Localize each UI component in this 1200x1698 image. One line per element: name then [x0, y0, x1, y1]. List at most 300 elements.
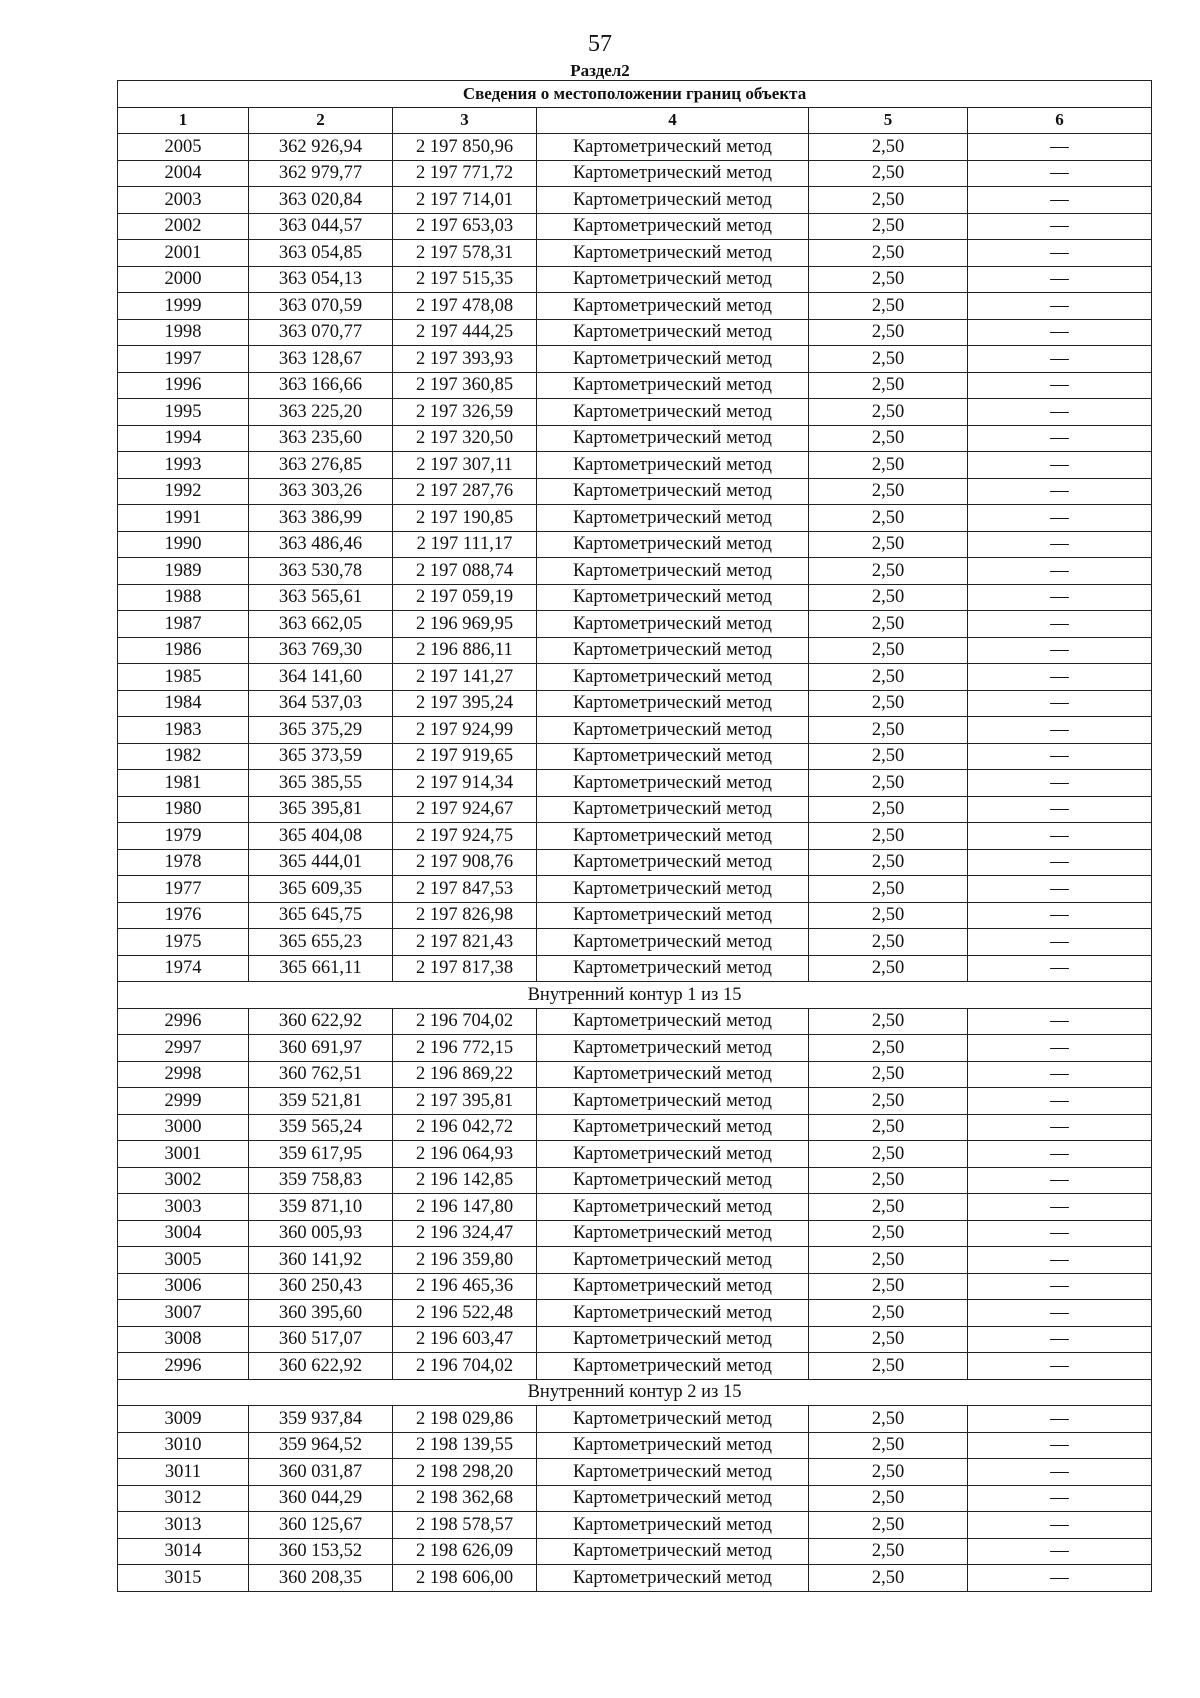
y-coordinate-cell: 2 197 821,43 — [393, 929, 537, 956]
accuracy-cell: 2,50 — [809, 1167, 968, 1194]
y-coordinate-cell: 2 197 826,98 — [393, 902, 537, 929]
note-cell: — — [968, 266, 1152, 293]
y-coordinate-cell: 2 198 029,86 — [393, 1406, 537, 1433]
x-coordinate-cell: 359 565,24 — [249, 1114, 393, 1141]
accuracy-cell: 2,50 — [809, 478, 968, 505]
x-coordinate-cell: 360 141,92 — [249, 1247, 393, 1274]
accuracy-cell: 2,50 — [809, 902, 968, 929]
table-row — [118, 346, 1152, 373]
table-row — [118, 1194, 1152, 1221]
accuracy-cell: 2,50 — [809, 1194, 968, 1221]
accuracy-cell: 2,50 — [809, 1273, 968, 1300]
method-cell: Картометрический метод — [537, 213, 809, 240]
x-coordinate-cell: 363 225,20 — [249, 399, 393, 426]
table-row — [118, 1008, 1152, 1035]
accuracy-cell: 2,50 — [809, 1061, 968, 1088]
method-cell: Картометрический метод — [537, 1485, 809, 1512]
note-cell: — — [968, 823, 1152, 850]
accuracy-cell: 2,50 — [809, 1220, 968, 1247]
y-coordinate-cell: 2 197 924,99 — [393, 717, 537, 744]
accuracy-cell: 2,50 — [809, 187, 968, 214]
method-cell: Картометрический метод — [537, 1326, 809, 1353]
y-coordinate-cell: 2 196 465,36 — [393, 1273, 537, 1300]
y-coordinate-cell: 2 197 141,27 — [393, 664, 537, 691]
accuracy-cell: 2,50 — [809, 1035, 968, 1062]
note-cell: — — [968, 584, 1152, 611]
accuracy-cell: 2,50 — [809, 955, 968, 982]
point-number-cell: 1983 — [118, 717, 249, 744]
table-row — [118, 955, 1152, 982]
x-coordinate-cell: 363 020,84 — [249, 187, 393, 214]
accuracy-cell: 2,50 — [809, 611, 968, 638]
point-number-cell: 2999 — [118, 1088, 249, 1115]
table-row — [118, 1035, 1152, 1062]
point-number-cell: 1989 — [118, 558, 249, 585]
point-number-cell: 3014 — [118, 1538, 249, 1565]
y-coordinate-cell: 2 198 578,57 — [393, 1512, 537, 1539]
x-coordinate-cell: 359 871,10 — [249, 1194, 393, 1221]
y-coordinate-cell: 2 196 142,85 — [393, 1167, 537, 1194]
table-row — [118, 187, 1152, 214]
note-cell: — — [968, 425, 1152, 452]
y-coordinate-cell: 2 197 908,76 — [393, 849, 537, 876]
boundary-table — [117, 80, 1152, 1592]
point-number-cell: 3000 — [118, 1114, 249, 1141]
table-row — [118, 240, 1152, 267]
table-row — [118, 929, 1152, 956]
note-cell: — — [968, 902, 1152, 929]
table-row — [118, 213, 1152, 240]
point-number-cell: 1995 — [118, 399, 249, 426]
x-coordinate-cell: 363 662,05 — [249, 611, 393, 638]
point-number-cell: 1981 — [118, 770, 249, 797]
note-cell: — — [968, 1220, 1152, 1247]
note-cell: — — [968, 1061, 1152, 1088]
point-number-cell: 1978 — [118, 849, 249, 876]
x-coordinate-cell: 365 385,55 — [249, 770, 393, 797]
table-row — [118, 637, 1152, 664]
table-row — [118, 902, 1152, 929]
y-coordinate-cell: 2 196 704,02 — [393, 1008, 537, 1035]
accuracy-cell: 2,50 — [809, 1300, 968, 1327]
y-coordinate-cell: 2 197 307,11 — [393, 452, 537, 479]
x-coordinate-cell: 363 235,60 — [249, 425, 393, 452]
point-number-cell: 3006 — [118, 1273, 249, 1300]
method-cell: Картометрический метод — [537, 187, 809, 214]
x-coordinate-cell: 364 141,60 — [249, 664, 393, 691]
point-number-cell: 3007 — [118, 1300, 249, 1327]
method-cell: Картометрический метод — [537, 372, 809, 399]
accuracy-cell: 2,50 — [809, 1141, 968, 1168]
note-cell: — — [968, 1538, 1152, 1565]
note-cell: — — [968, 372, 1152, 399]
section-title: Раздел2 — [570, 61, 630, 80]
table-row — [118, 1432, 1152, 1459]
method-cell: Картометрический метод — [537, 399, 809, 426]
point-number-cell: 1982 — [118, 743, 249, 770]
x-coordinate-cell: 365 609,35 — [249, 876, 393, 903]
x-coordinate-cell: 363 276,85 — [249, 452, 393, 479]
point-number-cell: 3002 — [118, 1167, 249, 1194]
point-number-cell: 1990 — [118, 531, 249, 558]
note-cell: — — [968, 1035, 1152, 1062]
note-cell: — — [968, 743, 1152, 770]
accuracy-cell: 2,50 — [809, 1406, 968, 1433]
accuracy-cell: 2,50 — [809, 1485, 968, 1512]
point-number-cell: 3011 — [118, 1459, 249, 1486]
y-coordinate-cell: 2 197 393,93 — [393, 346, 537, 373]
y-coordinate-cell: 2 197 914,34 — [393, 770, 537, 797]
y-coordinate-cell: 2 197 111,17 — [393, 531, 537, 558]
x-coordinate-cell: 363 070,77 — [249, 319, 393, 346]
method-cell: Картометрический метод — [537, 1459, 809, 1486]
x-coordinate-cell: 360 622,92 — [249, 1353, 393, 1380]
note-cell: — — [968, 690, 1152, 717]
method-cell: Картометрический метод — [537, 823, 809, 850]
page-number: 57 — [588, 31, 612, 57]
method-cell: Картометрический метод — [537, 478, 809, 505]
accuracy-cell: 2,50 — [809, 266, 968, 293]
method-cell: Картометрический метод — [537, 1167, 809, 1194]
x-coordinate-cell: 363 565,61 — [249, 584, 393, 611]
table-row — [118, 1459, 1152, 1486]
table-row — [118, 134, 1152, 161]
table-row — [118, 1300, 1152, 1327]
point-number-cell: 3010 — [118, 1432, 249, 1459]
accuracy-cell: 2,50 — [809, 452, 968, 479]
method-cell: Картометрический метод — [537, 770, 809, 797]
y-coordinate-cell: 2 198 139,55 — [393, 1432, 537, 1459]
note-cell: — — [968, 1326, 1152, 1353]
accuracy-cell: 2,50 — [809, 637, 968, 664]
accuracy-cell: 2,50 — [809, 1432, 968, 1459]
accuracy-cell: 2,50 — [809, 664, 968, 691]
point-number-cell: 1988 — [118, 584, 249, 611]
table-row — [118, 770, 1152, 797]
method-cell: Картометрический метод — [537, 743, 809, 770]
point-number-cell: 1984 — [118, 690, 249, 717]
y-coordinate-cell: 2 197 817,38 — [393, 955, 537, 982]
method-cell: Картометрический метод — [537, 902, 809, 929]
point-number-cell: 3013 — [118, 1512, 249, 1539]
y-coordinate-cell: 2 197 924,75 — [393, 823, 537, 850]
table-row — [118, 611, 1152, 638]
x-coordinate-cell: 360 691,97 — [249, 1035, 393, 1062]
table-row — [118, 531, 1152, 558]
accuracy-cell: 2,50 — [809, 717, 968, 744]
accuracy-cell: 2,50 — [809, 796, 968, 823]
note-cell: — — [968, 240, 1152, 267]
method-cell: Картометрический метод — [537, 1273, 809, 1300]
contour-header-row — [118, 1379, 1152, 1406]
method-cell: Картометрический метод — [537, 664, 809, 691]
accuracy-cell: 2,50 — [809, 1565, 968, 1592]
table-row — [118, 849, 1152, 876]
accuracy-cell: 2,50 — [809, 1353, 968, 1380]
accuracy-cell: 2,50 — [809, 1247, 968, 1274]
note-cell: — — [968, 1432, 1152, 1459]
table-row — [118, 1061, 1152, 1088]
point-number-cell: 2998 — [118, 1061, 249, 1088]
x-coordinate-cell: 363 486,46 — [249, 531, 393, 558]
y-coordinate-cell: 2 197 578,31 — [393, 240, 537, 267]
note-cell: — — [968, 1247, 1152, 1274]
note-cell: — — [968, 1300, 1152, 1327]
x-coordinate-cell: 365 395,81 — [249, 796, 393, 823]
x-coordinate-cell: 360 031,87 — [249, 1459, 393, 1486]
column-header: 2 — [249, 107, 393, 134]
table-row — [118, 1512, 1152, 1539]
point-number-cell: 3001 — [118, 1141, 249, 1168]
x-coordinate-cell: 362 926,94 — [249, 134, 393, 161]
y-coordinate-cell: 2 196 147,80 — [393, 1194, 537, 1221]
point-number-cell: 1985 — [118, 664, 249, 691]
method-cell: Картометрический метод — [537, 1114, 809, 1141]
accuracy-cell: 2,50 — [809, 1459, 968, 1486]
x-coordinate-cell: 365 645,75 — [249, 902, 393, 929]
note-cell: — — [968, 213, 1152, 240]
x-coordinate-cell: 365 661,11 — [249, 955, 393, 982]
y-coordinate-cell: 2 197 360,85 — [393, 372, 537, 399]
point-number-cell: 2996 — [118, 1008, 249, 1035]
x-coordinate-cell: 359 937,84 — [249, 1406, 393, 1433]
y-coordinate-cell: 2 197 515,35 — [393, 266, 537, 293]
y-coordinate-cell: 2 197 919,65 — [393, 743, 537, 770]
table-row — [118, 1088, 1152, 1115]
method-cell: Картометрический метод — [537, 1220, 809, 1247]
note-cell: — — [968, 1008, 1152, 1035]
note-cell: — — [968, 1141, 1152, 1168]
point-number-cell: 3009 — [118, 1406, 249, 1433]
table-row — [118, 1273, 1152, 1300]
point-number-cell: 3012 — [118, 1485, 249, 1512]
note-cell: — — [968, 1194, 1152, 1221]
method-cell: Картометрический метод — [537, 1565, 809, 1592]
method-cell: Картометрический метод — [537, 1035, 809, 1062]
table-row — [118, 1247, 1152, 1274]
method-cell: Картометрический метод — [537, 1512, 809, 1539]
accuracy-cell: 2,50 — [809, 1114, 968, 1141]
table-row — [118, 425, 1152, 452]
y-coordinate-cell: 2 198 298,20 — [393, 1459, 537, 1486]
point-number-cell: 2004 — [118, 160, 249, 187]
x-coordinate-cell: 363 054,13 — [249, 266, 393, 293]
x-coordinate-cell: 360 250,43 — [249, 1273, 393, 1300]
note-cell: — — [968, 452, 1152, 479]
point-number-cell: 3015 — [118, 1565, 249, 1592]
x-coordinate-cell: 363 070,59 — [249, 293, 393, 320]
accuracy-cell: 2,50 — [809, 1512, 968, 1539]
point-number-cell: 1998 — [118, 319, 249, 346]
column-header: 3 — [393, 107, 537, 134]
x-coordinate-cell: 365 373,59 — [249, 743, 393, 770]
note-cell: — — [968, 796, 1152, 823]
accuracy-cell: 2,50 — [809, 558, 968, 585]
point-number-cell: 1994 — [118, 425, 249, 452]
method-cell: Картометрический метод — [537, 1008, 809, 1035]
point-number-cell: 1999 — [118, 293, 249, 320]
method-cell: Картометрический метод — [537, 876, 809, 903]
method-cell: Картометрический метод — [537, 240, 809, 267]
x-coordinate-cell: 365 444,01 — [249, 849, 393, 876]
table-row — [118, 478, 1152, 505]
y-coordinate-cell: 2 197 395,81 — [393, 1088, 537, 1115]
point-number-cell: 1980 — [118, 796, 249, 823]
accuracy-cell: 2,50 — [809, 1538, 968, 1565]
accuracy-cell: 2,50 — [809, 929, 968, 956]
note-cell: — — [968, 1565, 1152, 1592]
accuracy-cell: 2,50 — [809, 505, 968, 532]
point-number-cell: 1991 — [118, 505, 249, 532]
contour-label: Внутренний контур 1 из 15 — [118, 982, 1152, 1009]
y-coordinate-cell: 2 198 362,68 — [393, 1485, 537, 1512]
method-cell: Картометрический метод — [537, 1353, 809, 1380]
method-cell: Картометрический метод — [537, 1194, 809, 1221]
method-cell: Картометрический метод — [537, 531, 809, 558]
table-row — [118, 690, 1152, 717]
x-coordinate-cell: 364 537,03 — [249, 690, 393, 717]
point-number-cell: 3008 — [118, 1326, 249, 1353]
method-cell: Картометрический метод — [537, 849, 809, 876]
y-coordinate-cell: 2 197 771,72 — [393, 160, 537, 187]
x-coordinate-cell: 363 054,85 — [249, 240, 393, 267]
note-cell: — — [968, 876, 1152, 903]
note-cell: — — [968, 1485, 1152, 1512]
note-cell: — — [968, 637, 1152, 664]
method-cell: Картометрический метод — [537, 1247, 809, 1274]
caption-row — [118, 81, 1152, 108]
method-cell: Картометрический метод — [537, 266, 809, 293]
y-coordinate-cell: 2 197 326,59 — [393, 399, 537, 426]
method-cell: Картометрический метод — [537, 1432, 809, 1459]
method-cell: Картометрический метод — [537, 717, 809, 744]
accuracy-cell: 2,50 — [809, 134, 968, 161]
x-coordinate-cell: 360 395,60 — [249, 1300, 393, 1327]
point-number-cell: 2002 — [118, 213, 249, 240]
note-cell: — — [968, 1114, 1152, 1141]
y-coordinate-cell: 2 196 772,15 — [393, 1035, 537, 1062]
point-number-cell: 1986 — [118, 637, 249, 664]
y-coordinate-cell: 2 196 704,02 — [393, 1353, 537, 1380]
column-header-row — [118, 107, 1152, 134]
column-header: 5 — [809, 107, 968, 134]
table-caption: Сведения о местоположении границ объекта — [118, 81, 1152, 108]
method-cell: Картометрический метод — [537, 293, 809, 320]
y-coordinate-cell: 2 197 444,25 — [393, 319, 537, 346]
accuracy-cell: 2,50 — [809, 213, 968, 240]
accuracy-cell: 2,50 — [809, 425, 968, 452]
note-cell: — — [968, 1406, 1152, 1433]
y-coordinate-cell: 2 196 042,72 — [393, 1114, 537, 1141]
table-row — [118, 399, 1152, 426]
table-row — [118, 1141, 1152, 1168]
y-coordinate-cell: 2 196 886,11 — [393, 637, 537, 664]
x-coordinate-cell: 359 758,83 — [249, 1167, 393, 1194]
accuracy-cell: 2,50 — [809, 372, 968, 399]
table-row — [118, 558, 1152, 585]
note-cell: — — [968, 1273, 1152, 1300]
note-cell: — — [968, 1459, 1152, 1486]
accuracy-cell: 2,50 — [809, 160, 968, 187]
note-cell: — — [968, 478, 1152, 505]
table-row — [118, 1114, 1152, 1141]
x-coordinate-cell: 365 655,23 — [249, 929, 393, 956]
y-coordinate-cell: 2 197 924,67 — [393, 796, 537, 823]
method-cell: Картометрический метод — [537, 134, 809, 161]
accuracy-cell: 2,50 — [809, 823, 968, 850]
point-number-cell: 1992 — [118, 478, 249, 505]
method-cell: Картометрический метод — [537, 637, 809, 664]
note-cell: — — [968, 1088, 1152, 1115]
x-coordinate-cell: 363 303,26 — [249, 478, 393, 505]
x-coordinate-cell: 363 044,57 — [249, 213, 393, 240]
note-cell: — — [968, 1353, 1152, 1380]
y-coordinate-cell: 2 197 320,50 — [393, 425, 537, 452]
point-number-cell: 1997 — [118, 346, 249, 373]
method-cell: Картометрический метод — [537, 1406, 809, 1433]
x-coordinate-cell: 360 762,51 — [249, 1061, 393, 1088]
table-row — [118, 160, 1152, 187]
accuracy-cell: 2,50 — [809, 1326, 968, 1353]
x-coordinate-cell: 359 521,81 — [249, 1088, 393, 1115]
y-coordinate-cell: 2 196 969,95 — [393, 611, 537, 638]
x-coordinate-cell: 360 153,52 — [249, 1538, 393, 1565]
method-cell: Картометрический метод — [537, 611, 809, 638]
accuracy-cell: 2,50 — [809, 743, 968, 770]
x-coordinate-cell: 360 622,92 — [249, 1008, 393, 1035]
note-cell: — — [968, 1512, 1152, 1539]
accuracy-cell: 2,50 — [809, 293, 968, 320]
point-number-cell: 3004 — [118, 1220, 249, 1247]
point-number-cell: 1987 — [118, 611, 249, 638]
column-header: 4 — [537, 107, 809, 134]
x-coordinate-cell: 363 386,99 — [249, 505, 393, 532]
table-row — [118, 1326, 1152, 1353]
table-row — [118, 452, 1152, 479]
point-number-cell: 1975 — [118, 929, 249, 956]
table-row — [118, 1220, 1152, 1247]
point-number-cell: 2996 — [118, 1353, 249, 1380]
point-number-cell: 1996 — [118, 372, 249, 399]
x-coordinate-cell: 363 530,78 — [249, 558, 393, 585]
note-cell: — — [968, 293, 1152, 320]
accuracy-cell: 2,50 — [809, 876, 968, 903]
table-row — [118, 1485, 1152, 1512]
x-coordinate-cell: 360 044,29 — [249, 1485, 393, 1512]
note-cell: — — [968, 558, 1152, 585]
x-coordinate-cell: 363 128,67 — [249, 346, 393, 373]
point-number-cell: 1976 — [118, 902, 249, 929]
note-cell: — — [968, 319, 1152, 346]
table-body — [118, 134, 1152, 1592]
point-number-cell: 1979 — [118, 823, 249, 850]
point-number-cell: 2003 — [118, 187, 249, 214]
y-coordinate-cell: 2 196 064,93 — [393, 1141, 537, 1168]
y-coordinate-cell: 2 196 324,47 — [393, 1220, 537, 1247]
method-cell: Картометрический метод — [537, 319, 809, 346]
point-number-cell: 3005 — [118, 1247, 249, 1274]
note-cell: — — [968, 399, 1152, 426]
y-coordinate-cell: 2 197 714,01 — [393, 187, 537, 214]
note-cell: — — [968, 849, 1152, 876]
x-coordinate-cell: 360 517,07 — [249, 1326, 393, 1353]
x-coordinate-cell: 362 979,77 — [249, 160, 393, 187]
method-cell: Картометрический метод — [537, 452, 809, 479]
method-cell: Картометрический метод — [537, 1300, 809, 1327]
contour-label: Внутренний контур 2 из 15 — [118, 1379, 1152, 1406]
method-cell: Картометрический метод — [537, 1141, 809, 1168]
y-coordinate-cell: 2 196 869,22 — [393, 1061, 537, 1088]
